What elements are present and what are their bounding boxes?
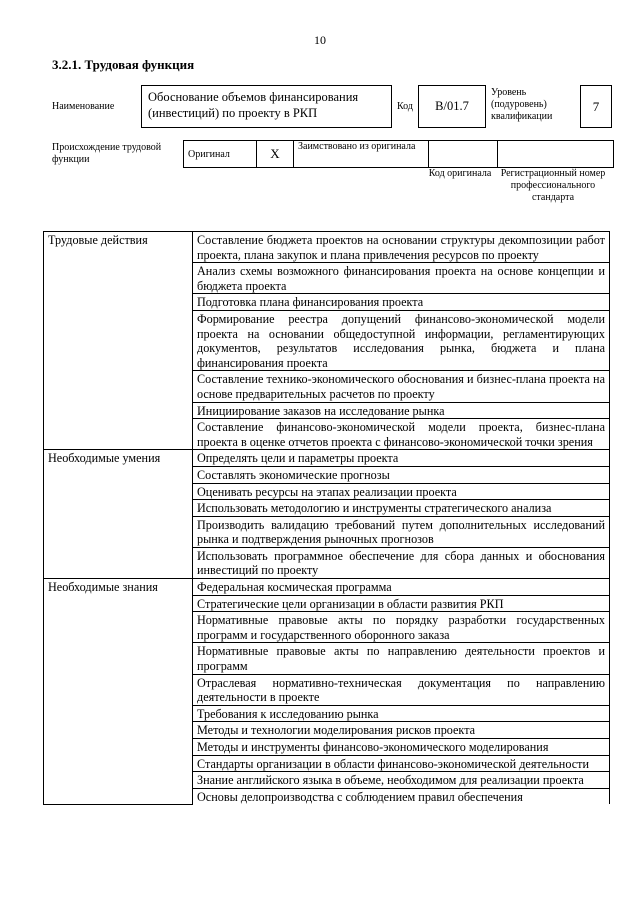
name-label: Наименование [52, 101, 115, 112]
required-knowledge-item: Методы и технологии моделирования рисков проекта [193, 722, 610, 739]
origin-reg-cell [498, 141, 614, 168]
function-name-box: Обоснование объемов финансирования (инвестиций) по проекту в РКП [141, 85, 392, 128]
qualification-level-box: 7 [580, 85, 612, 128]
required-knowledge-item: Федеральная космическая программа [193, 579, 610, 596]
origin-table [183, 140, 614, 168]
required-knowledge-item: Стандарты организации в области финансово-экономической деятельности [193, 755, 610, 772]
required-knowledge-item: Знание английского языка в объеме, необходимом для реализации проекта [193, 772, 610, 789]
required-knowledge-item: Нормативные правовые акты по порядку разработки государственных программ и государственного оборонного заказа [193, 612, 610, 643]
labor-actions-item: Составление технико-экономического обоснования и бизнес-плана проекта на основе предварительных расчетов по проекту [193, 371, 610, 402]
labor-actions-item: Инициирование заказов на исследование рынка [193, 402, 610, 419]
required-skills-item: Использовать методологию и инструменты стратегического анализа [193, 500, 610, 517]
required-skills-item: Использовать программное обеспечение для сбора данных и обоснования инвестиций по проекту [193, 547, 610, 578]
required-knowledge-header: Необходимые знания [44, 579, 193, 805]
origin-original-cell [184, 141, 257, 168]
code-original-caption: Код оригинала [428, 168, 492, 179]
required-knowledge-item: Основы делопроизводства с соблюдением правил обеспечения [193, 788, 610, 804]
required-knowledge-item: Методы и инструменты финансово-экономического моделирования [193, 739, 610, 756]
original-label: Оригинал [188, 149, 230, 160]
borrowed-label: Заимствовано из оригинала [294, 141, 429, 168]
function-code-box: B/01.7 [418, 85, 486, 128]
labor-actions-item: Анализ схемы возможного финансирования проекта на основе концепции и бюджета проекта [193, 263, 610, 294]
level-label: Уровень (подуровень) квалификации [491, 87, 553, 122]
code-label: Код [397, 101, 413, 112]
origin-code-cell [429, 141, 498, 168]
origin-label: Происхождение трудовой функции [52, 142, 162, 165]
required-skills-item: Оценивать ресурсы на этапах реализации проекта [193, 483, 610, 500]
required-knowledge-item: Требования к исследованию рынка [193, 705, 610, 722]
required-skills-item: Определять цели и параметры проекта [193, 450, 610, 467]
labor-actions-item: Формирование реестра допущений финансово-экономической модели проекта на основании общедоступной информации, регламентирующих документов, результатов исследования рынка, бюджета и плана финансирования проекта [193, 310, 610, 370]
required-knowledge-item: Отраслевая нормативно-техническая документация по направлению деятельности в проекте [193, 674, 610, 705]
required-skills-item: Составлять экономические прогнозы [193, 466, 610, 483]
table-row [44, 450, 610, 467]
table-row [44, 579, 610, 596]
required-skills-header: Необходимые умения [44, 450, 193, 579]
section-heading: 3.2.1. Трудовая функция [52, 57, 195, 72]
labor-actions-header: Трудовые действия [44, 232, 193, 450]
page-number: 10 [314, 33, 326, 47]
required-knowledge-item: Нормативные правовые акты по направлению деятельности проектов и программ [193, 643, 610, 674]
reg-number-caption: Регистрационный номер профессионального стандарта [500, 168, 606, 203]
required-skills-item: Производить валидацию требований путем дополнительных исследований рынка и подтверждения рыночных прогнозов [193, 516, 610, 547]
function-details-table [43, 231, 610, 805]
table-row [44, 232, 610, 263]
labor-actions-item: Составление финансово-экономической модели проекта, бизнес-плана проекта в оценке отчетов проекта с финансово-экономической точки зрения [193, 419, 610, 450]
labor-actions-item: Составление бюджета проектов на основании структуры декомпозиции работ проекта, плана закупок и плана привлечения ресурсов по проекту [193, 232, 610, 263]
labor-actions-item: Подготовка плана финансирования проекта [193, 294, 610, 311]
original-mark: X [257, 141, 294, 168]
required-knowledge-item: Стратегические цели организации в области развития РКП [193, 595, 610, 612]
